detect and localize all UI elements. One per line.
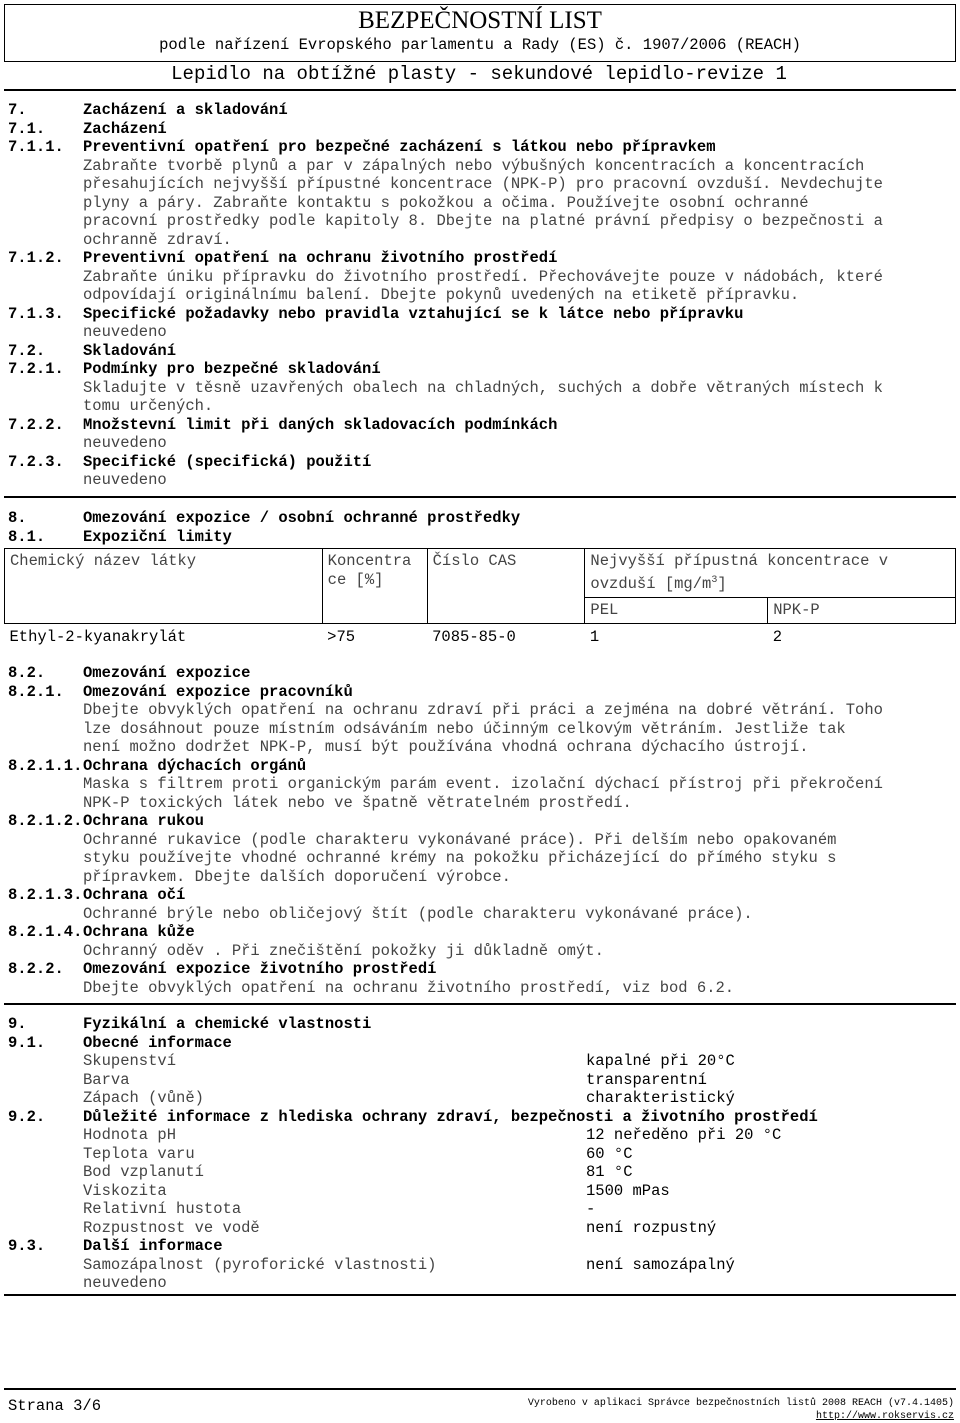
section-number: 9.2. <box>8 1107 46 1126</box>
section-heading <box>8 1034 952 1053</box>
line-text: pracovní prostředky podle kapitoly 8. Dbejte na platné právní předpisy o bezpečnosti a <box>83 212 883 230</box>
line-text: Specifické (specifická) použití <box>83 452 372 471</box>
section-heading <box>8 1108 952 1127</box>
line-text: Množstevní limit při daných skladovacích podmínkách <box>83 415 558 434</box>
cell-npk-p: 2 <box>772 628 782 647</box>
body-line <box>8 1145 952 1164</box>
section-heading <box>8 305 952 324</box>
line-text: Omezování expozice pracovníků <box>83 682 353 701</box>
section-heading <box>8 812 952 831</box>
section-number: 9. <box>8 1015 27 1033</box>
footer-url[interactable]: http://www.rokservis.cz <box>815 1411 954 1422</box>
body-line <box>8 323 952 342</box>
body-line <box>8 979 952 998</box>
line-text: styku používejte vhodné ochranné krémy na pokožku přicházející do přímého styku s <box>83 849 837 867</box>
section-number: 7.1. <box>8 119 46 138</box>
section-number: 7.1.3. <box>8 304 64 323</box>
line-text: Omezování expozice <box>83 664 251 682</box>
body-line <box>8 831 952 850</box>
section-number: 8.2.1.2. <box>8 812 83 830</box>
section-number: 8.2.1.4. <box>8 923 83 941</box>
property-value: charakteristický <box>586 1089 735 1107</box>
section-number: 9.3. <box>8 1237 46 1255</box>
section-number: 8.2.1. <box>8 682 64 701</box>
property-value: není rozpustný <box>586 1218 717 1237</box>
line-text: lze dosáhnout pouze místním odsáváním nebo účinným celkovým větráním. Jestliže tak <box>83 719 846 738</box>
line-text: Zabraňte tvorbě plynů a par v zápalných nebo výbušných koncentracích a koncentracích <box>83 156 865 175</box>
body-line <box>8 1052 952 1071</box>
section-heading <box>8 416 952 435</box>
line-text: Rozpustnost ve vodě <box>83 1218 260 1237</box>
body-line <box>8 1256 952 1275</box>
section-number: 8.2.2. <box>8 960 64 978</box>
header-cas-number: Číslo CAS <box>427 549 585 624</box>
header-npk-p: NPK-P <box>768 598 956 624</box>
section-divider <box>4 1003 956 1005</box>
line-text: tomu určených. <box>83 397 214 415</box>
page-number: Strana 3/6 <box>8 1397 102 1415</box>
line-text: Zacházení <box>83 119 167 138</box>
line-text: Hodnota pH <box>83 1126 177 1144</box>
body-line <box>8 231 952 250</box>
section-heading <box>8 249 952 268</box>
section-number: 7. <box>8 101 27 119</box>
line-text: Obecné informace <box>83 1033 232 1052</box>
line-text: Dbejte obvyklých opatření na ochranu zdraví při práci a zejména na dobré větrání. Toho <box>83 701 883 719</box>
line-text: Důležité informace z hlediska ochrany zdraví, bezpečnosti a životního prostředí <box>83 1107 818 1126</box>
section-heading <box>8 453 952 472</box>
table-row <box>5 624 956 648</box>
line-text: Samozápalnost (pyroforické vlastnosti) <box>83 1255 437 1274</box>
line-text: Ochrana kůže <box>83 923 195 941</box>
body-line <box>8 379 952 398</box>
section-number: 7.2.1. <box>8 360 64 378</box>
header-divider <box>4 89 956 91</box>
body-line <box>8 1163 952 1182</box>
line-text: přesahujících nejvyšší přípustné koncentrace (NPK-P) pro pracovní ovzduší. Nevdechujte <box>83 175 883 193</box>
body-line <box>8 212 952 231</box>
cell-concentration: >75 <box>327 628 356 647</box>
section-heading <box>8 683 952 702</box>
body-line <box>8 905 952 924</box>
body-line <box>8 738 952 757</box>
body-line <box>8 701 952 720</box>
line-text: Barva <box>83 1070 130 1089</box>
section-heading <box>8 757 952 776</box>
section-heading <box>8 120 952 139</box>
line-text: odpovídají originálnímu balení. Dbejte pokynů uvedených na etiketě přípravku. <box>83 286 800 304</box>
document-subtitle: podle nařízení Evropského parlamentu a Rady (ES) č. 1907/2006 (REACH) <box>159 36 801 54</box>
line-text: Maska s filtrem proti organickým parám event. izolační dýchací přístroj při překročení <box>83 775 883 793</box>
section-divider <box>4 496 956 498</box>
section-divider <box>4 1294 956 1296</box>
body-line <box>8 849 952 868</box>
body-line <box>8 720 952 739</box>
line-text: neuvedeno <box>83 323 167 341</box>
section-number: 7.2.2. <box>8 415 64 434</box>
property-value: 81 °C <box>586 1163 633 1181</box>
body-line <box>8 1126 952 1145</box>
section-8-heading: 8. Omezování expozice / osobní ochranné prostředky <box>8 509 521 527</box>
line-text: Zacházení a skladování <box>83 101 288 119</box>
line-text: Ochranné rukavice (podle charakteru vykonávané práce). Při delším nebo opakovaném <box>83 830 837 849</box>
body-line <box>8 286 952 305</box>
header-max-concentration: Nejvyšší přípustná koncentrace v ovzduší $[mg/m^3]$ <box>585 549 956 598</box>
body-line <box>8 1182 952 1201</box>
body-line <box>8 794 952 813</box>
section-heading <box>8 960 952 979</box>
section-number: 7.1.1. <box>8 138 64 156</box>
property-value: kapalné při 20°C <box>586 1052 735 1070</box>
line-text: Ochrana očí <box>83 886 186 904</box>
body-line <box>8 868 952 887</box>
line-text: Bod vzplanutí <box>83 1163 204 1181</box>
body-line <box>8 434 952 453</box>
section-heading <box>8 1015 952 1034</box>
property-value: 12 neředěno při 20 °C <box>586 1126 782 1144</box>
section-heading <box>8 138 952 157</box>
body-line <box>8 1071 952 1090</box>
section-number: 8.2. <box>8 664 46 682</box>
line-text: Skladujte v těsně uzavřených obalech na chladných, suchých a dobře větraných místech k <box>83 378 883 397</box>
line-text: Ochranné brýle nebo obličejový štít (podle charakteru vykonávané práce). <box>83 904 753 923</box>
line-text: Podmínky pro bezpečné skladování <box>83 360 381 378</box>
section-number: 8.2.1.1. <box>8 756 83 775</box>
property-value: transparentní <box>586 1070 707 1089</box>
line-text: Viskozita <box>83 1181 167 1200</box>
header-chemical-name: Chemický název látky <box>5 549 323 624</box>
body-line <box>8 775 952 794</box>
line-text: Specifické požadavky nebo pravidla vztahující se k látce nebo přípravku <box>83 304 744 323</box>
body-line <box>8 942 952 961</box>
line-text: Relativní hustota <box>83 1200 242 1218</box>
property-value: 60 °C <box>586 1144 633 1163</box>
line-text: Teplota varu <box>83 1144 195 1163</box>
section-heading <box>8 886 952 905</box>
body-line <box>8 1274 952 1293</box>
line-text: plyny a páry. Zabraňte kontaktu s pokožkou a očima. Používejte osobní ochranné <box>83 193 809 212</box>
section-number: 7.2. <box>8 341 46 360</box>
body-line <box>8 157 952 176</box>
line-text: Omezování expozice životního prostředí <box>83 960 437 978</box>
product-name: Lepidlo na obtížné plasty - sekundové lepidlo-revize 1 <box>171 63 787 85</box>
line-text: není možno dodržet NPK-P, musí být používána vhodná ochrana dýchacího ústrojí. <box>83 738 809 756</box>
section-heading <box>8 342 952 361</box>
property-value: není samozápalný <box>586 1255 735 1274</box>
line-text: Zabraňte úniku přípravku do životního prostředí. Přechovávejte pouze v nádobách, které <box>83 267 883 286</box>
section-heading <box>8 1237 952 1256</box>
section-number: 7.1.2. <box>8 249 64 267</box>
body-line <box>8 471 952 490</box>
body-line <box>8 194 952 213</box>
section-heading <box>8 101 952 120</box>
line-text: Ochranný oděv . Při znečištění pokožky ji důkladně omýt. <box>83 941 604 960</box>
section-number: 9.1. <box>8 1033 46 1052</box>
line-text: neuvedeno <box>83 434 167 452</box>
cell-cas-number: 7085-85-0 <box>432 628 516 647</box>
line-text: Ochrana dýchacích orgánů <box>83 756 307 775</box>
header-pel: PEL <box>585 598 768 624</box>
line-text: Fyzikální a chemické vlastnosti <box>83 1015 372 1033</box>
line-text: Další informace <box>83 1237 223 1255</box>
header-concentration: Koncentra ce [%] <box>322 549 427 624</box>
line-text: Skupenství <box>83 1052 177 1070</box>
body-line <box>8 175 952 194</box>
exposure-limits-table <box>4 548 956 647</box>
body-line <box>8 268 952 287</box>
footer-generator: Vyrobeno v aplikaci Správce bezpečnostních listů 2008 REACH (v7.4.1405) http://www.rokservis.cz <box>527 1398 954 1422</box>
section-number: 8.2.1.3. <box>8 886 83 904</box>
section-heading <box>8 360 952 379</box>
body-line <box>8 1089 952 1108</box>
line-text: Preventivní opatření na ochranu životního prostředí <box>83 249 558 267</box>
line-text: NPK-P toxických látek nebo ve špatně větratelném prostředí. <box>83 793 632 812</box>
cell-pel: 1 <box>589 628 600 647</box>
section-heading <box>8 664 952 683</box>
section-heading <box>8 923 952 942</box>
cell-substance-name: Ethyl-2-kyanakrylát <box>9 628 187 647</box>
property-value: 1500 mPas <box>586 1181 670 1200</box>
line-text: ochranně zdraví. <box>83 230 232 249</box>
line-text: Ochrana rukou <box>83 812 204 830</box>
body-line <box>8 1219 952 1238</box>
body-line <box>8 397 952 416</box>
line-text: Skladování <box>83 341 177 360</box>
section-number: 7.2.3. <box>8 452 64 471</box>
line-text: neuvedeno <box>83 471 167 489</box>
document-title: BEZPEČNOSTNÍ LIST <box>358 7 602 34</box>
section-8-1-heading: 8.1. Expoziční limity <box>8 527 232 546</box>
property-value: - <box>586 1200 596 1218</box>
line-text: Zápach (vůně) <box>83 1089 204 1107</box>
document-header <box>4 4 956 62</box>
line-text: Preventivní opatření pro bezpečné zacházení s látkou nebo přípravkem <box>83 138 716 156</box>
line-text: přípravkem. Dbejte dalších doporučení výrobce. <box>83 867 511 886</box>
body-line <box>8 1200 952 1219</box>
footer-divider <box>4 1388 956 1390</box>
line-text: Dbejte obvyklých opatření na ochranu životního prostředí, viz bod 6.2. <box>83 978 735 997</box>
line-text: neuvedeno <box>83 1274 167 1292</box>
